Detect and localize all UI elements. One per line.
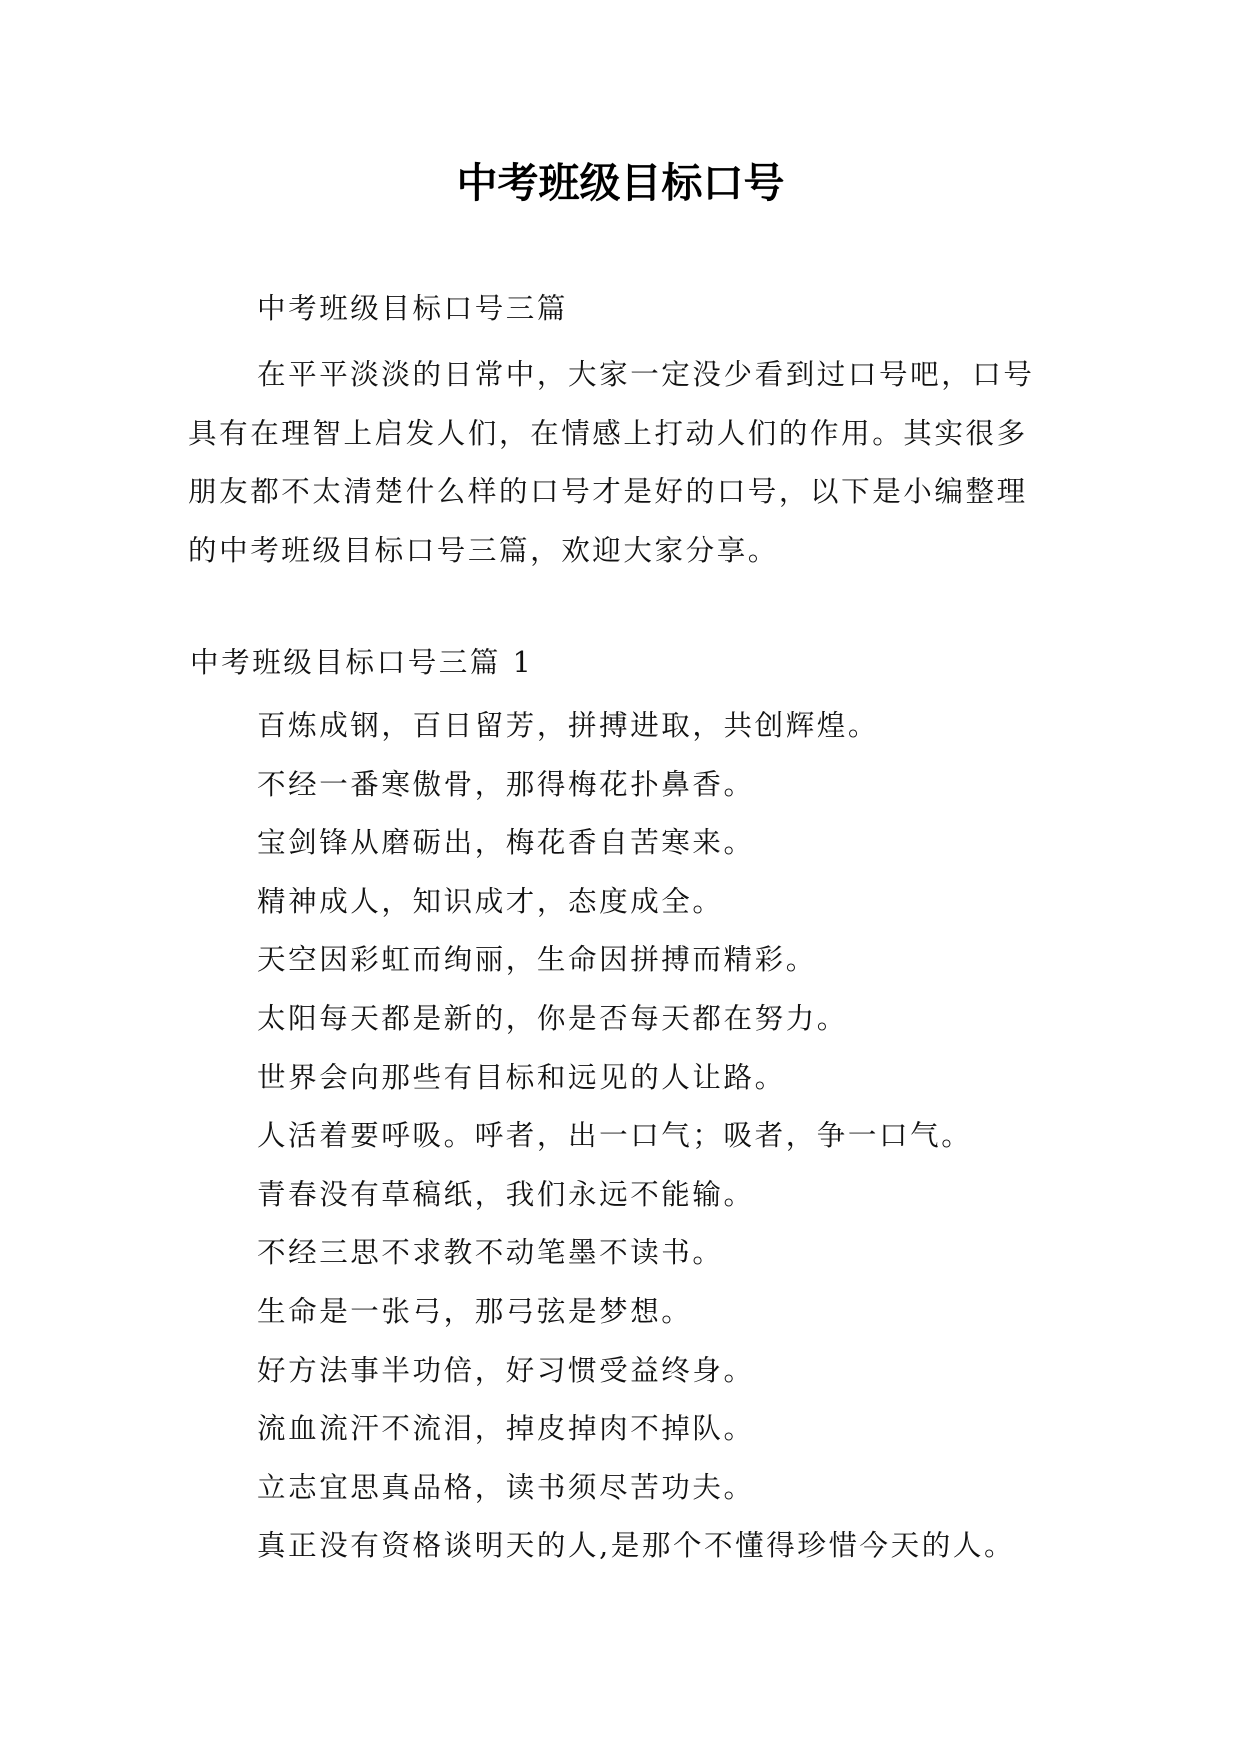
- slogan-item: 天空因彩虹而绚丽，生命因拼搏而精彩。: [257, 943, 817, 977]
- slogan-item: 太阳每天都是新的，你是否每天都在努力。: [257, 1001, 848, 1035]
- section-heading: 中考班级目标口号三篇 1: [190, 646, 534, 679]
- slogan-item: 流血流汗不流泪，掉皮掉肉不掉队。: [257, 1412, 755, 1446]
- intro-paragraph: 在平平淡淡的日常中，大家一定没少看到过口号吧，口号具有在理智上启发人们，在情感上打动人们的作用。其实很多朋友都不太清楚什么样的口号才是好的口号，以下是小编整理的中考班级目标口号三篇，欢迎大家分享。: [188, 358, 1035, 568]
- document-title: 中考班级目标口号: [456, 159, 785, 207]
- slogan-item: 人活着要呼吸。呼者，出一口气；吸者，争一口气。: [257, 1119, 973, 1153]
- slogan-list: [257, 697, 1157, 1576]
- slogan-item: 不经一番寒傲骨，那得梅花扑鼻香。: [257, 767, 755, 801]
- slogan-item: 世界会向那些有目标和远见的人让路。: [257, 1060, 786, 1094]
- slogan-item: 好方法事半功倍，好习惯受益终身。: [257, 1353, 755, 1387]
- document-subtitle: 中考班级目标口号三篇: [257, 292, 569, 325]
- slogan-item: 立志宜思真品格，读书须尽苦功夫。: [257, 1470, 755, 1504]
- slogan-item: 宝剑锋从磨砺出，梅花香自苦寒来。: [257, 826, 755, 860]
- slogan-item: 百炼成钢，百日留芳，拼搏进取，共创辉煌。: [257, 709, 880, 742]
- slogan-item: 真正没有资格谈明天的人,是那个不懂得珍惜今天的人。: [257, 1529, 1016, 1563]
- slogan-item: 青春没有草稿纸，我们永远不能输。: [257, 1177, 755, 1211]
- slogan-item: 生命是一张弓，那弓弦是梦想。: [257, 1294, 693, 1328]
- slogan-item: 不经三思不求教不动笔墨不读书。: [257, 1236, 724, 1270]
- slogan-item: 精神成人，知识成才，态度成全。: [257, 884, 724, 918]
